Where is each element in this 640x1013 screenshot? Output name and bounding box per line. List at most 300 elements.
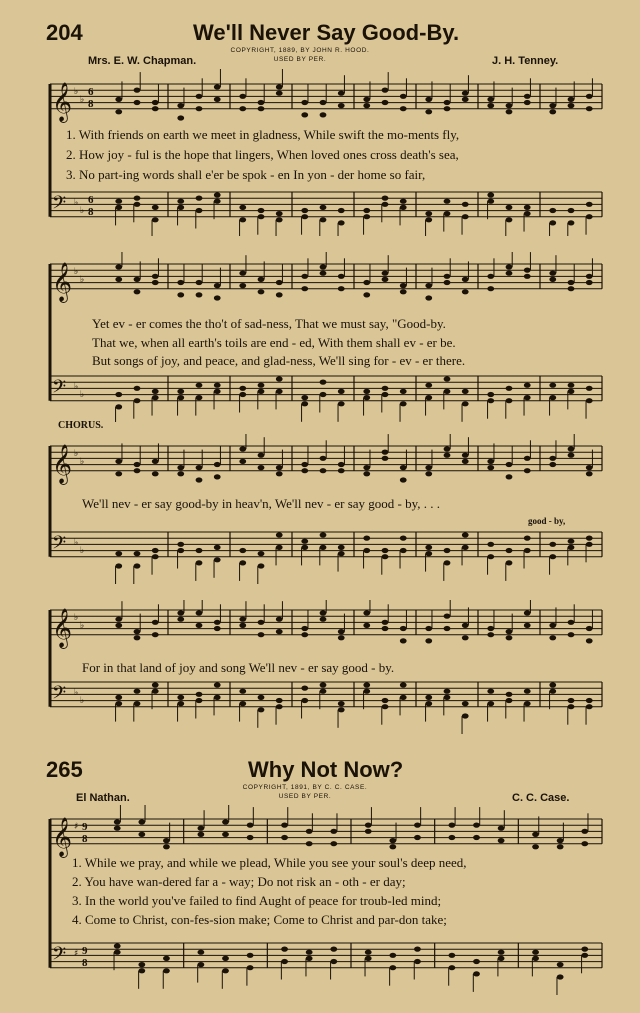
note-head	[400, 389, 407, 394]
note-head	[320, 689, 327, 694]
note-head	[258, 214, 265, 219]
flat-icon: ♭	[74, 538, 79, 548]
note-head	[444, 199, 451, 204]
note-head	[462, 401, 469, 406]
note-head	[196, 280, 203, 285]
flat-icon: ♭	[80, 275, 85, 285]
note-head	[400, 477, 407, 482]
note-head	[276, 545, 283, 550]
note-head	[276, 84, 283, 89]
note-head	[363, 610, 370, 615]
note-head	[487, 274, 494, 279]
note-head	[152, 459, 159, 464]
note-head	[487, 459, 494, 464]
time-signature-top: 6	[88, 86, 94, 98]
hymn-composer: J. H. Tenney.	[492, 55, 559, 67]
note-head	[301, 632, 308, 637]
note-head	[382, 554, 389, 559]
note-head	[581, 953, 588, 958]
note-head	[568, 220, 575, 225]
note-head	[247, 953, 254, 958]
note-head	[239, 560, 246, 565]
note-head	[239, 205, 246, 210]
note-head	[532, 950, 539, 955]
note-head	[196, 692, 203, 697]
bass-clef-icon: 𝄢	[52, 943, 67, 969]
note-head	[320, 380, 327, 385]
note-head	[196, 623, 203, 628]
note-head	[581, 841, 588, 846]
note-head	[214, 695, 221, 700]
note-head	[281, 835, 288, 840]
note-head	[506, 462, 513, 467]
bass-clef-icon: 𝄢	[52, 682, 67, 708]
note-head	[138, 832, 145, 837]
note-head	[152, 389, 159, 394]
note-head	[239, 701, 246, 706]
note-head	[330, 959, 337, 964]
note-head	[138, 968, 145, 973]
note-head	[196, 477, 203, 482]
note-head	[239, 271, 246, 276]
note-head	[258, 563, 265, 568]
note-head	[568, 539, 575, 544]
note-head	[134, 88, 141, 93]
note-head	[586, 214, 593, 219]
lyric-verse-3: But songs of joy, and peace, and glad-ness, We'll sing for - ev - er there.	[92, 353, 466, 368]
note-head	[425, 471, 432, 476]
note-head	[382, 277, 389, 282]
note-head	[214, 462, 221, 467]
note-head	[549, 277, 556, 282]
note-head	[498, 826, 505, 831]
note-head	[196, 698, 203, 703]
note-head	[330, 829, 337, 834]
note-head	[239, 548, 246, 553]
note-head	[196, 560, 203, 565]
note-head	[301, 626, 308, 631]
note-head	[532, 844, 539, 849]
note-head	[320, 112, 327, 117]
note-head	[487, 199, 494, 204]
note-head	[400, 682, 407, 687]
note-head	[586, 698, 593, 703]
note-head	[258, 389, 265, 394]
note-head	[586, 638, 593, 643]
note-head	[448, 823, 455, 828]
note-head	[549, 208, 556, 213]
note-head	[177, 695, 184, 700]
flat-icon: ♭	[74, 198, 79, 208]
note-head	[214, 389, 221, 394]
note-head	[338, 701, 345, 706]
note-head	[382, 450, 389, 455]
note-head	[196, 94, 203, 99]
note-head	[301, 686, 308, 691]
note-head	[549, 456, 556, 461]
note-head	[177, 465, 184, 470]
note-head	[363, 280, 370, 285]
note-head	[400, 638, 407, 643]
note-head	[363, 689, 370, 694]
note-head	[506, 629, 513, 634]
note-head	[152, 100, 159, 105]
note-head	[506, 474, 513, 479]
note-head	[196, 106, 203, 111]
note-head	[152, 632, 159, 637]
lyric-verse-1: 1. With friends on earth we meet in gladness, While swift the mo-ments fly,	[66, 127, 460, 142]
note-head	[301, 214, 308, 219]
note-head	[524, 94, 531, 99]
note-head	[276, 217, 283, 222]
time-signature-bottom: 8	[82, 957, 88, 969]
permission-line: USED BY PER.	[273, 56, 327, 63]
note-head	[276, 471, 283, 476]
note-head	[400, 283, 407, 288]
note-head	[115, 551, 122, 556]
note-head	[444, 695, 451, 700]
time-signature-top: 6	[88, 194, 94, 206]
treble-clef-icon: 𝄞	[52, 816, 73, 857]
note-head	[568, 286, 575, 291]
note-head	[258, 383, 265, 388]
note-head	[152, 548, 159, 553]
note-head	[338, 208, 345, 213]
note-head	[382, 100, 389, 105]
note-head	[152, 689, 159, 694]
note-head	[586, 94, 593, 99]
note-head	[425, 638, 432, 643]
note-head	[389, 844, 396, 849]
note-head	[382, 88, 389, 93]
note-head	[557, 974, 564, 979]
note-head	[382, 548, 389, 553]
note-head	[549, 271, 556, 276]
note-head	[258, 707, 265, 712]
note-head	[487, 465, 494, 470]
note-head	[549, 682, 556, 687]
note-head	[214, 557, 221, 562]
note-head	[568, 446, 575, 451]
note-head	[214, 626, 221, 631]
note-head	[196, 292, 203, 297]
note-head	[115, 617, 122, 622]
note-head	[400, 465, 407, 470]
note-head	[152, 106, 159, 111]
note-head	[363, 465, 370, 470]
time-signature-top: 9	[82, 945, 88, 957]
note-head	[163, 844, 170, 849]
note-head	[506, 398, 513, 403]
note-head	[400, 536, 407, 541]
note-head	[320, 545, 327, 550]
note-head	[214, 383, 221, 388]
note-head	[400, 289, 407, 294]
note-head	[487, 689, 494, 694]
note-head	[177, 115, 184, 120]
note-head	[568, 280, 575, 285]
note-head	[115, 459, 122, 464]
note-head	[330, 841, 337, 846]
note-head	[462, 545, 469, 550]
note-head	[163, 956, 170, 961]
note-head	[281, 959, 288, 964]
time-signature-bottom: 8	[82, 833, 88, 845]
bass-clef-icon: 𝄢	[52, 532, 67, 558]
note-head	[414, 835, 421, 840]
note-head	[197, 826, 204, 831]
note-head	[425, 626, 432, 631]
note-head	[462, 713, 469, 718]
flat-icon: ♭	[80, 457, 85, 467]
note-head	[177, 542, 184, 547]
note-head	[425, 701, 432, 706]
note-head	[114, 950, 121, 955]
note-head	[448, 835, 455, 840]
note-head	[498, 838, 505, 843]
note-head	[400, 626, 407, 631]
note-head	[487, 192, 494, 197]
note-head	[196, 196, 203, 201]
note-head	[444, 626, 451, 631]
note-head	[382, 456, 389, 461]
note-head	[363, 214, 370, 219]
note-head	[506, 217, 513, 222]
note-head	[568, 208, 575, 213]
note-head	[524, 536, 531, 541]
note-head	[320, 264, 327, 269]
note-head	[444, 614, 451, 619]
note-head	[276, 698, 283, 703]
note-head	[487, 97, 494, 102]
note-head	[239, 217, 246, 222]
note-head	[568, 453, 575, 458]
note-head	[222, 832, 229, 837]
note-head	[134, 289, 141, 294]
note-head	[382, 386, 389, 391]
note-head	[214, 199, 221, 204]
note-head	[549, 220, 556, 225]
note-head	[301, 539, 308, 544]
note-head	[115, 97, 122, 102]
note-head	[338, 91, 345, 96]
note-head	[557, 844, 564, 849]
permission-line: USED BY PER.	[278, 793, 332, 800]
note-head	[382, 202, 389, 207]
note-head	[568, 698, 575, 703]
note-head	[320, 617, 327, 622]
bass-clef-icon: 𝄢	[52, 376, 67, 402]
note-head	[389, 953, 396, 958]
note-head	[338, 286, 345, 291]
note-head	[382, 392, 389, 397]
note-head	[138, 819, 145, 824]
chorus-label: CHORUS.	[58, 420, 104, 431]
note-head	[462, 214, 469, 219]
bass-clef-icon: 𝄢	[52, 192, 67, 218]
note-head	[363, 389, 370, 394]
note-head	[498, 950, 505, 955]
note-head	[196, 610, 203, 615]
note-head	[196, 383, 203, 388]
flat-icon: ♭	[74, 267, 79, 277]
note-head	[338, 389, 345, 394]
note-head	[239, 386, 246, 391]
note-head	[258, 465, 265, 470]
note-head	[276, 91, 283, 96]
note-head	[382, 196, 389, 201]
note-head	[152, 274, 159, 279]
note-head	[177, 610, 184, 615]
time-signature-top: 9	[82, 821, 88, 833]
note-head	[462, 289, 469, 294]
note-head	[258, 106, 265, 111]
note-head	[177, 199, 184, 204]
note-head	[487, 701, 494, 706]
note-head	[177, 205, 184, 210]
note-head	[448, 953, 455, 958]
note-head	[524, 610, 531, 615]
note-head	[281, 823, 288, 828]
note-head	[214, 474, 221, 479]
copyright-line: COPYRIGHT, 1889, BY JOHN R. HOOD.	[230, 47, 370, 54]
note-head	[524, 274, 531, 279]
lyric-verse-1: 1. While we pray, and while we plead, While you see your soul's deep need,	[72, 855, 467, 870]
note-head	[462, 91, 469, 96]
note-head	[524, 468, 531, 473]
note-head	[382, 620, 389, 625]
note-head	[338, 551, 345, 556]
hymn-title: Why Not Now?	[248, 757, 404, 782]
note-head	[400, 695, 407, 700]
note-head	[301, 286, 308, 291]
note-head	[400, 548, 407, 553]
note-head	[338, 462, 345, 467]
note-head	[462, 277, 469, 282]
note-head	[425, 109, 432, 114]
note-head	[444, 280, 451, 285]
note-head	[320, 610, 327, 615]
hymn-composer: C. C. Case.	[512, 792, 570, 804]
note-head	[222, 968, 229, 973]
note-head	[115, 205, 122, 210]
note-head	[568, 383, 575, 388]
chorus-lyric: We'll nev - er say good-by in heav'n, We'll nev - er say good - by, . . .	[82, 496, 441, 511]
note-head	[444, 389, 451, 394]
note-head	[276, 292, 283, 297]
note-head	[506, 386, 513, 391]
note-head	[134, 462, 141, 467]
chorus-lyric: For in that land of joy and song We'll nev - er say good - by.	[82, 660, 395, 675]
note-head	[276, 376, 283, 381]
note-head	[320, 205, 327, 210]
note-head	[301, 698, 308, 703]
flat-icon: ♭	[80, 546, 85, 556]
note-head	[214, 295, 221, 300]
note-head	[196, 395, 203, 400]
note-head	[338, 220, 345, 225]
note-head	[338, 635, 345, 640]
note-head	[365, 956, 372, 961]
hymn-author: Mrs. E. W. Chapman.	[88, 55, 197, 67]
note-head	[462, 701, 469, 706]
note-head	[152, 395, 159, 400]
note-head	[152, 217, 159, 222]
note-head	[382, 626, 389, 631]
note-head	[365, 829, 372, 834]
note-head	[115, 695, 122, 700]
note-head	[586, 471, 593, 476]
flat-icon: ♭	[74, 613, 79, 623]
hymn-number: 265	[46, 757, 83, 782]
note-head	[382, 271, 389, 276]
note-head	[524, 100, 531, 105]
note-head	[197, 832, 204, 837]
note-head	[549, 542, 556, 547]
hymn-title: We'll Never Say Good-By.	[193, 20, 460, 45]
note-head	[363, 208, 370, 213]
note-head	[506, 548, 513, 553]
note-head	[444, 211, 451, 216]
note-head	[363, 103, 370, 108]
treble-clef-icon: 𝄞	[52, 443, 73, 484]
note-head	[276, 532, 283, 537]
note-head	[177, 471, 184, 476]
time-signature-bottom: 8	[88, 206, 94, 218]
note-head	[301, 401, 308, 406]
note-head	[506, 271, 513, 276]
note-head	[258, 551, 265, 556]
flat-icon: ♭	[80, 95, 85, 105]
treble-clef-icon: 𝄞	[52, 81, 73, 122]
music-staff-system-4	[44, 600, 606, 770]
note-head	[134, 202, 141, 207]
note-head	[425, 97, 432, 102]
note-head	[258, 277, 265, 282]
note-head	[524, 701, 531, 706]
note-head	[365, 823, 372, 828]
flat-icon: ♭	[80, 696, 85, 706]
note-head	[487, 392, 494, 397]
lyric-verse-4: 4. Come to Christ, con-fes-sion make; Come to Christ and par-don take;	[72, 912, 447, 927]
note-head	[134, 398, 141, 403]
note-head	[115, 623, 122, 628]
music-staff-system-3	[44, 434, 606, 604]
note-head	[301, 545, 308, 550]
note-head	[506, 635, 513, 640]
note-head	[320, 532, 327, 537]
note-head	[138, 962, 145, 967]
note-head	[134, 196, 141, 201]
note-head	[247, 835, 254, 840]
note-head	[134, 386, 141, 391]
note-head	[400, 205, 407, 210]
note-head	[177, 548, 184, 553]
note-head	[258, 632, 265, 637]
hymn-number: 204	[46, 20, 83, 45]
note-head	[448, 965, 455, 970]
note-head	[239, 689, 246, 694]
note-head	[524, 689, 531, 694]
note-head	[222, 819, 229, 824]
note-head	[586, 386, 593, 391]
note-head	[330, 947, 337, 952]
note-head	[506, 692, 513, 697]
note-head	[214, 545, 221, 550]
note-head	[425, 395, 432, 400]
note-head	[586, 398, 593, 403]
note-head	[586, 542, 593, 547]
